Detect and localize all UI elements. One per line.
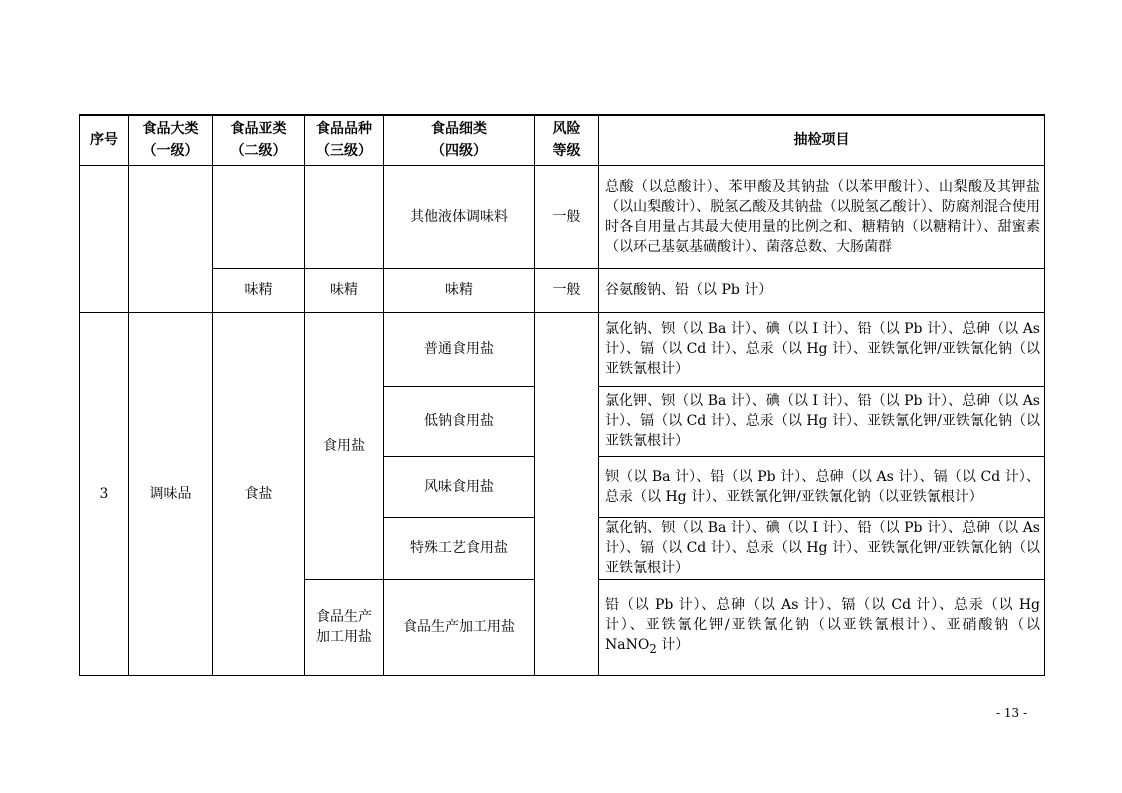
header-cat2-line1: 食品亚类 [230,121,287,138]
header-risk-line1: 风险 [552,121,581,138]
cat4-cell: 特殊工艺食用盐 [384,517,535,579]
cat2-cell: 味精 [213,268,305,312]
inspection-table [79,114,1045,676]
header-cat4-line2: （四级） [431,143,487,160]
risk-cell [535,312,599,675]
cat4-cell: 低钠食用盐 [384,386,535,456]
page-number: - 13 - [996,706,1028,720]
header-cat1-line1: 食品大类 [142,121,199,138]
table-row [80,165,1045,268]
items-cell: 氯化钾、钡（以 Ba 计）、碘（以 I 计）、铅（以 Pb 计）、总砷（以 As 计）、镉（以 Cd 计）、总汞（以 Hg 计）、亚铁氰化钾/亚铁氰化钠（以亚铁氰根计） [599,386,1045,456]
items-cell: 总酸（以总酸计）、苯甲酸及其钠盐（以苯甲酸计）、山梨酸及其钾盐（以山梨酸计）、脱氢乙酸及其钠盐（以脱氢乙酸计）、防腐剂混合使用时各自用量占其最大使用量的比例之和、糖精钠（以糖精计）、甜蜜素（以环己基氨基磺酸计）、菌落总数、大肠菌群 [599,165,1045,268]
header-cat3 [305,115,384,165]
header-cat4-line1: 食品细类 [431,121,487,138]
items-cell [599,579,1045,675]
table-row [80,268,1045,312]
risk-cell: 一般 [535,165,599,268]
cat2-cell: 食盐 [213,312,305,675]
header-cat4 [384,115,535,165]
items-cell: 氯化钠、钡（以 Ba 计）、碘（以 I 计）、铅（以 Pb 计）、总砷（以 As 计）、镉（以 Cd 计）、总汞（以 Hg 计）、亚铁氰化钾/亚铁氰化钠（以亚铁氰根计） [599,312,1045,386]
cat4-cell: 味精 [384,268,535,312]
items-text: 铅（以 Pb 计）、总砷（以 As 计）、镉（以 Cd 计）、总汞（以 Hg 计）、亚铁氰化钾/亚铁氰化钠（以亚铁氰根计）、亚硝酸钠（以 NaNO [605,597,1040,654]
items-cell: 氯化钠、钡（以 Ba 计）、碘（以 I 计）、铅（以 Pb 计）、总砷（以 As 计）、镉（以 Cd 计）、总汞（以 Hg 计）、亚铁氰化钾/亚铁氰化钠（以亚铁氰根计） [599,517,1045,579]
header-risk [535,115,599,165]
header-items: 抽检项目 [599,115,1045,165]
cat3-cell [305,579,384,675]
header-cat3-line2: （三级） [316,143,372,160]
cat3-line1: 食品生产 [316,609,372,625]
table-row [80,312,1045,386]
cat4-cell: 其他液体调味料 [384,165,535,268]
cat4-cell: 食品生产加工用盐 [384,579,535,675]
header-cat2 [213,115,305,165]
header-cat1 [129,115,213,165]
cat4-cell: 风味食用盐 [384,456,535,517]
header-cat1-line2: （一级） [142,143,199,160]
header-cat3-line1: 食品品种 [316,121,372,138]
cat2-cell [213,165,305,268]
risk-cell: 一般 [535,268,599,312]
items-cell: 钡（以 Ba 计）、铅（以 Pb 计）、总砷（以 As 计）、镉（以 Cd 计）、总汞（以 Hg 计）、亚铁氰化钾/亚铁氰化钠（以亚铁氰根计） [599,456,1045,517]
cat3-line2: 加工用盐 [316,629,372,645]
cat4-cell: 普通食用盐 [384,312,535,386]
header-seq: 序号 [80,115,129,165]
seq-cell [80,165,129,312]
cat3-cell: 食用盐 [305,312,384,579]
cat3-cell [305,165,384,268]
header-row [80,115,1045,165]
subscript: 2 [649,641,657,656]
cat1-cell [129,165,213,312]
items-text-end: 计） [656,637,690,654]
header-cat2-line2: （二级） [230,143,287,160]
cat3-cell: 味精 [305,268,384,312]
items-cell: 谷氨酸钠、铅（以 Pb 计） [599,268,1045,312]
header-risk-line2: 等级 [552,143,581,160]
cat1-cell: 调味品 [129,312,213,675]
seq-cell: 3 [80,312,129,675]
